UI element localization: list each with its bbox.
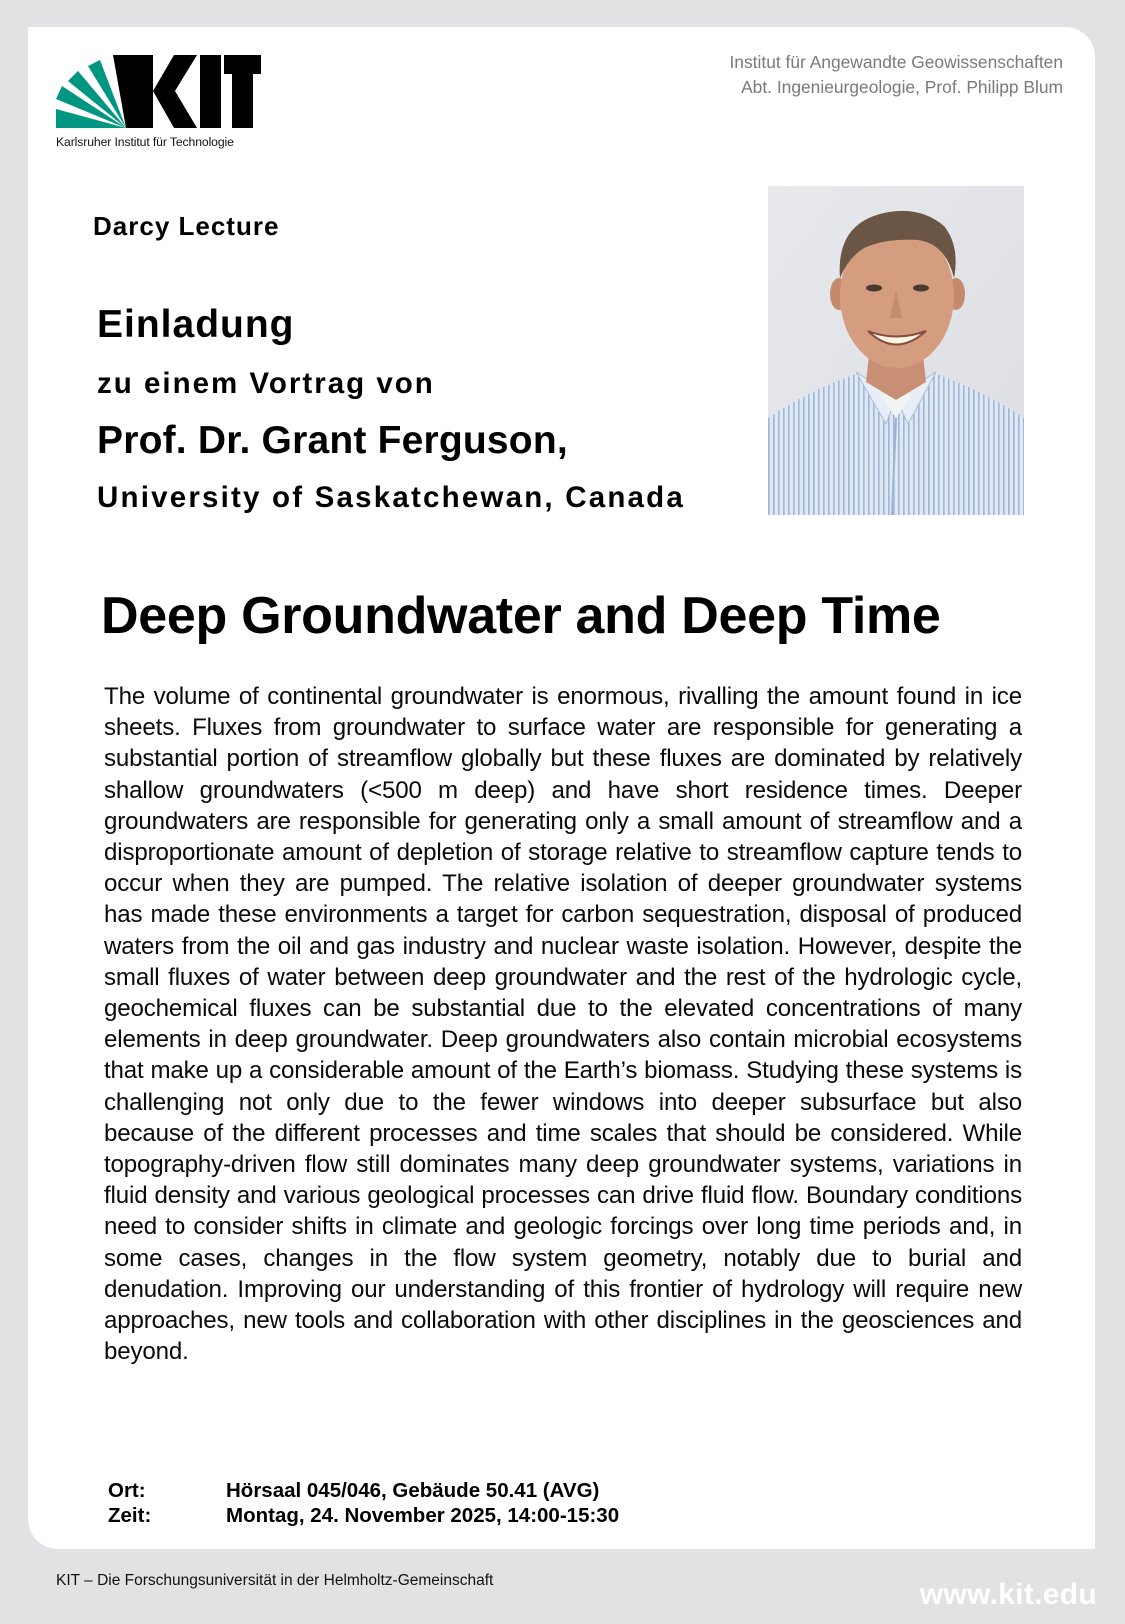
talk-abstract: The volume of continental groundwater is enormous, rivalling the amount found in ice sheets. Fluxes from groundwater to surface water are responsible for generating a substantial portion of streamflow globally but these fluxes are dominated by relatively shallow groundwaters (<500 m deep) and have short residence times. Deeper groundwaters are responsible for generating only a small amount of streamflow and a disproportionate amount of depletion of storage relative to streamflow capture tends to occur when they are pumped. The relative isolation of deeper groundwater systems has made these environments a target for carbon sequestration, disposal of produced waters from the oil and gas industry and nuclear waste isolation. However, despite the small fluxes of water between deep groundwater and the rest of the hydrologic cycle, geochemical fluxes can be substantial due to the elevated concentrations of many elements in deep groundwater. Deep groundwaters also contain microbial ecosystems that make up a considerable amount of the Earth’s biomass. Studying these systems is challenging not only due to the fewer windows into deeper subsurface but also because of the different processes and time scales that should be considered. While topography-driven flow still dominates many deep groundwater systems, variations in fluid density and various geological processes can drive fluid flow. Boundary conditions need to consider shifts in climate and geologic forcings over long time periods and, in some cases, changes in the flow system geometry, notably due to burial and denudation. Improving our understanding of this frontier of hydrology will require new approaches, new tools and collaboration with other disciplines in the geosciences and beyond. bbox=[104, 683, 1022, 1366]
footer-tagline: KIT – Die Forschungsuniversität in der Helmholtz-Gemeinschaft bbox=[56, 1572, 494, 1589]
institute-name: Institut für Angewandte Geowissenschaften bbox=[729, 52, 1063, 72]
speaker-name: Prof. Dr. Grant Ferguson, bbox=[97, 419, 568, 462]
lecture-series: Darcy Lecture bbox=[93, 211, 280, 241]
time-value: Montag, 24. November 2025, 14:00-15:30 bbox=[226, 1504, 620, 1527]
time-label: Zeit: bbox=[108, 1504, 152, 1527]
speaker-affiliation: University of Saskatchewan, Canada bbox=[97, 481, 685, 514]
location-value: Hörsaal 045/046, Gebäude 50.41 (AVG) bbox=[226, 1479, 600, 1502]
portrait-icon bbox=[768, 186, 1024, 515]
talk-title: Deep Groundwater and Deep Time bbox=[101, 587, 941, 645]
speaker-photo bbox=[768, 186, 1024, 515]
kit-logo bbox=[56, 53, 261, 151]
logo-subtitle: Karlsruher Institut für Technologie bbox=[56, 135, 234, 149]
time-row bbox=[108, 1503, 619, 1528]
event-details bbox=[108, 1478, 619, 1528]
location-label: Ort: bbox=[108, 1479, 146, 1502]
invitation-subheading: zu einem Vortrag von bbox=[97, 367, 435, 400]
invitation-heading: Einladung bbox=[97, 303, 295, 346]
location-row bbox=[108, 1478, 619, 1503]
kit-logo-icon bbox=[56, 53, 261, 133]
institute-info bbox=[729, 50, 1063, 100]
footer-url-link[interactable]: www.kit.edu bbox=[919, 1578, 1097, 1611]
department-name: Abt. Ingenieurgeologie, Prof. Philipp Blum bbox=[741, 77, 1063, 97]
